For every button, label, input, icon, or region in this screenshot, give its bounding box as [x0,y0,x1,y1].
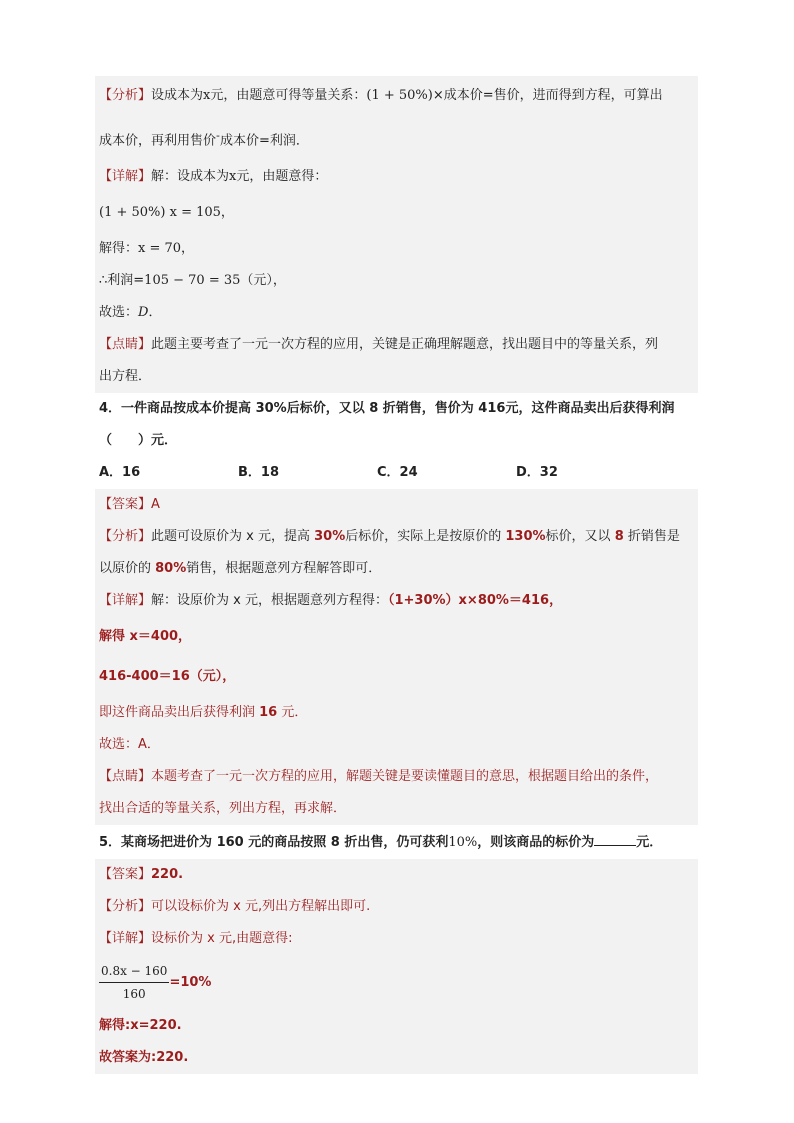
q5-final-line: 故答案为:220. [99,1050,189,1066]
q4-comment-line2: 找出合适的等量关系，列出方程，再求解． [99,801,347,817]
q4-comment-line1 [99,761,694,793]
q3-equation-line [99,193,694,233]
equation: （1+30%）x×80%＝416， [387,593,563,609]
q4-question-block [95,393,698,489]
q4-solution-block [95,489,698,825]
q4-calc-line: 416-400＝16（元）， [99,669,236,685]
fraction-numerator: 0.8x − 160 [99,961,169,983]
text: 标价，又以 [545,529,615,545]
variable: x [203,88,211,103]
text: 元． [636,835,663,851]
text: 元，由题意得： [236,169,328,185]
analysis-tag: 【分析】 [99,899,152,915]
answer-value: 220. [151,867,184,883]
text: 此题可设原价为 x 元，提高 [151,529,315,545]
answer-value: A [151,497,160,513]
text: 成本价，再利用售价 [99,133,217,149]
q4-solve-line: 解得 x＝400， [99,629,192,645]
q5-analysis-line [99,891,694,923]
option-b: B．18 [238,465,279,481]
text: ． [148,305,162,321]
option-c: C．24 [377,465,418,481]
text: 折销售是 [623,529,680,545]
highlight: 30% [314,529,346,545]
q4-conclusion-line [99,697,694,729]
text: 即这件商品卖出后获得利润 [99,705,260,721]
q3-profit-line [99,265,694,297]
analysis-tag: 【分析】 [99,529,152,545]
text: 可以设标价为 x 元,列出方程解出即可. [151,899,371,915]
q4-options [99,457,694,489]
math-expression: 10% [448,835,478,851]
math-expression: x = 70 [138,241,182,257]
highlight: 130% [505,529,546,545]
highlight: 16 [259,705,278,721]
q3-choose-line [99,297,694,329]
math-expression: 105 − 70 = 35 [144,273,241,289]
variable: x [229,169,237,185]
text: 元，由题意可得等量关系： [210,88,367,103]
text: 元． [277,705,308,721]
detail-tag: 【详解】 [99,169,152,185]
text: 解：设原价为 x 元，根据题意列方程得： [151,593,388,609]
q3-comment-line2 [99,361,694,393]
q5-fraction-line [99,955,694,1010]
q5-stem-line [99,825,694,859]
text: 设成本为 [151,88,204,103]
highlight: 80% [155,561,187,577]
text: 以原价的 [99,561,156,577]
q4-stem-line2: （ ）元． [99,433,178,449]
text: ×成本价=售价，进而得到方程，可算出 [432,88,663,103]
q4-answer-line [99,489,694,521]
text: 本题考查了一元一次方程的应用，解题关键是要读懂题目的意思，根据题目给出的条件， [151,769,659,785]
q3-solve-line [99,233,694,265]
q3-solution-block [95,76,698,393]
answer-tag: 【答案】 [99,497,152,513]
text: 解得： [99,241,139,257]
q5-solution-block [95,859,698,1074]
q3-analysis-line1 [99,76,694,116]
text: 出方程． [99,369,152,385]
q5-detail-line [99,923,694,955]
text: 解：设成本为 [151,169,230,185]
text: 成本价=利润． [219,133,309,149]
analysis-tag: 【分析】 [99,88,152,103]
text: ∴利润= [99,273,145,289]
text: ， [181,241,195,257]
text: 此题主要考查了一元一次方程的应用，关键是正确理解题意，找出题目中的等量关系，列 [151,337,659,353]
text: （元）， [240,273,286,289]
document-page [95,76,698,1074]
text: ， [220,205,234,221]
text: =10% [169,975,212,991]
fraction [99,961,169,1004]
text: 5．某商场把进价为 160 元的商品按照 8 折出售，仍可获利 [99,835,449,851]
text: ，则该商品的标价为 [477,835,595,851]
q3-comment-line1 [99,329,694,361]
q3-analysis-line2 [99,116,694,161]
q5-question-block [95,825,698,859]
math-expression: (1 + 50%) [366,88,433,103]
q4-stem-line1: 4．一件商品按成本价提高 30%后标价，又以 8 折销售，售价为 416元，这件商品卖出后获得利润 [99,401,675,417]
answer-blank [594,831,636,846]
detail-tag: 【详解】 [99,931,152,947]
q4-analysis-line2 [99,553,694,585]
q4-analysis-line1 [99,521,694,553]
text: 后标价，实际上是按原价的 [345,529,506,545]
detail-tag: 【详解】 [99,593,152,609]
comment-tag: 【点睛】 [99,769,152,785]
option-d: D．32 [516,465,558,481]
text: 设标价为 x 元,由题意得: [151,931,293,947]
text: 销售，根据题意列方程解答即可． [186,561,382,577]
q5-solve-line: 解得:x=220. [99,1018,182,1034]
highlight: 8 [614,529,624,545]
minus-sign: - [216,129,220,142]
q4-choose-line: 故选：A． [99,737,160,753]
answer-tag: 【答案】 [99,867,152,883]
choice-value: D [138,305,149,321]
fraction-denominator: 160 [122,987,146,1002]
option-a: A．16 [99,465,141,481]
comment-tag: 【点睛】 [99,337,152,353]
q4-detail-line [99,585,694,617]
equation: (1 + 50%) x = 105 [99,205,221,221]
text: 故选： [99,305,139,321]
q5-answer-line [99,859,694,891]
q3-detail-line [99,161,694,193]
